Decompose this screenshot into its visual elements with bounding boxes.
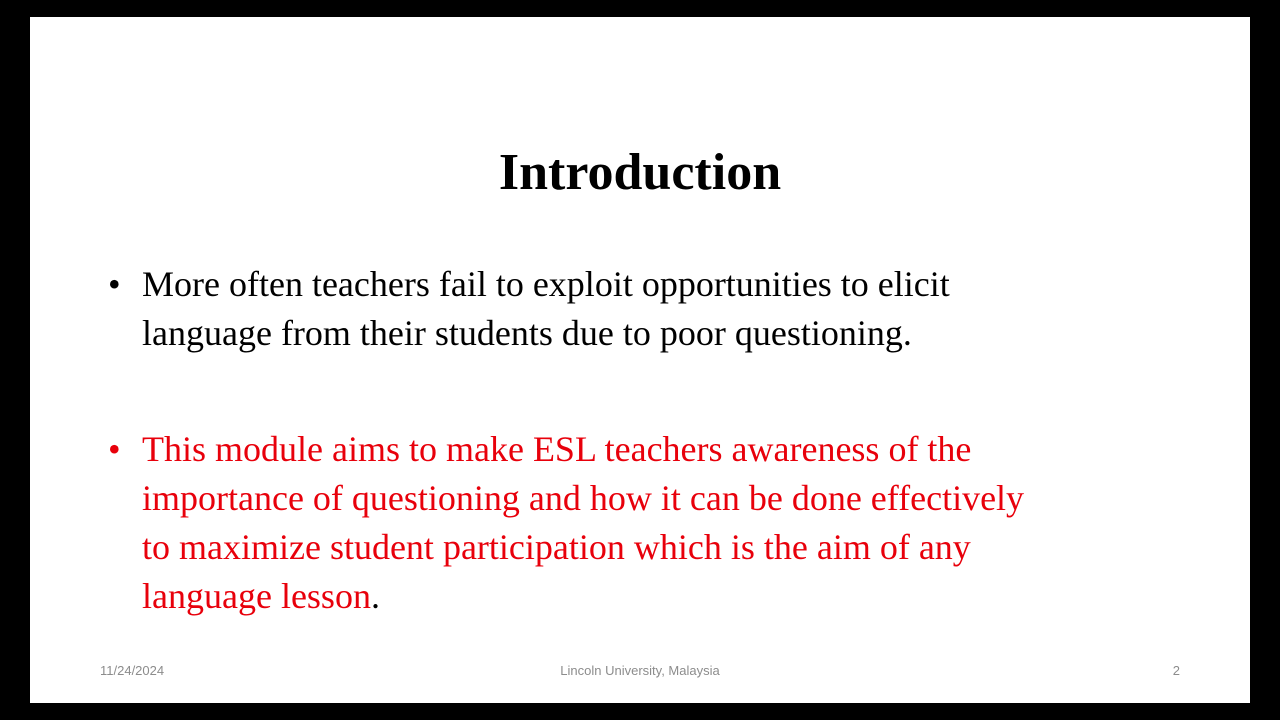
presentation-slide [30,17,1250,703]
bullet-item [108,260,1148,360]
bullet-item-highlighted [108,425,1148,625]
bullet-text: This module aims to make ESL teachers awareness of the importance of questioning and how it can be done effectively to maximize student participation which is the aim of any language lesson [142,429,1025,616]
slide-title: Introduction [498,144,782,201]
footer-organization: Lincoln University, Malaysia [560,663,720,678]
bullet-text-container [142,425,1148,621]
slide-number: 2 [1172,663,1180,678]
bullet-marker: • [108,264,121,304]
bullet-trailing-period: . [370,576,380,616]
bullet-text: More often teachers fail to exploit opportunities to elicit language from their students due to poor questioning. [142,264,950,353]
bullet-marker: • [108,429,121,469]
footer-date: 11/24/2024 [100,663,165,678]
